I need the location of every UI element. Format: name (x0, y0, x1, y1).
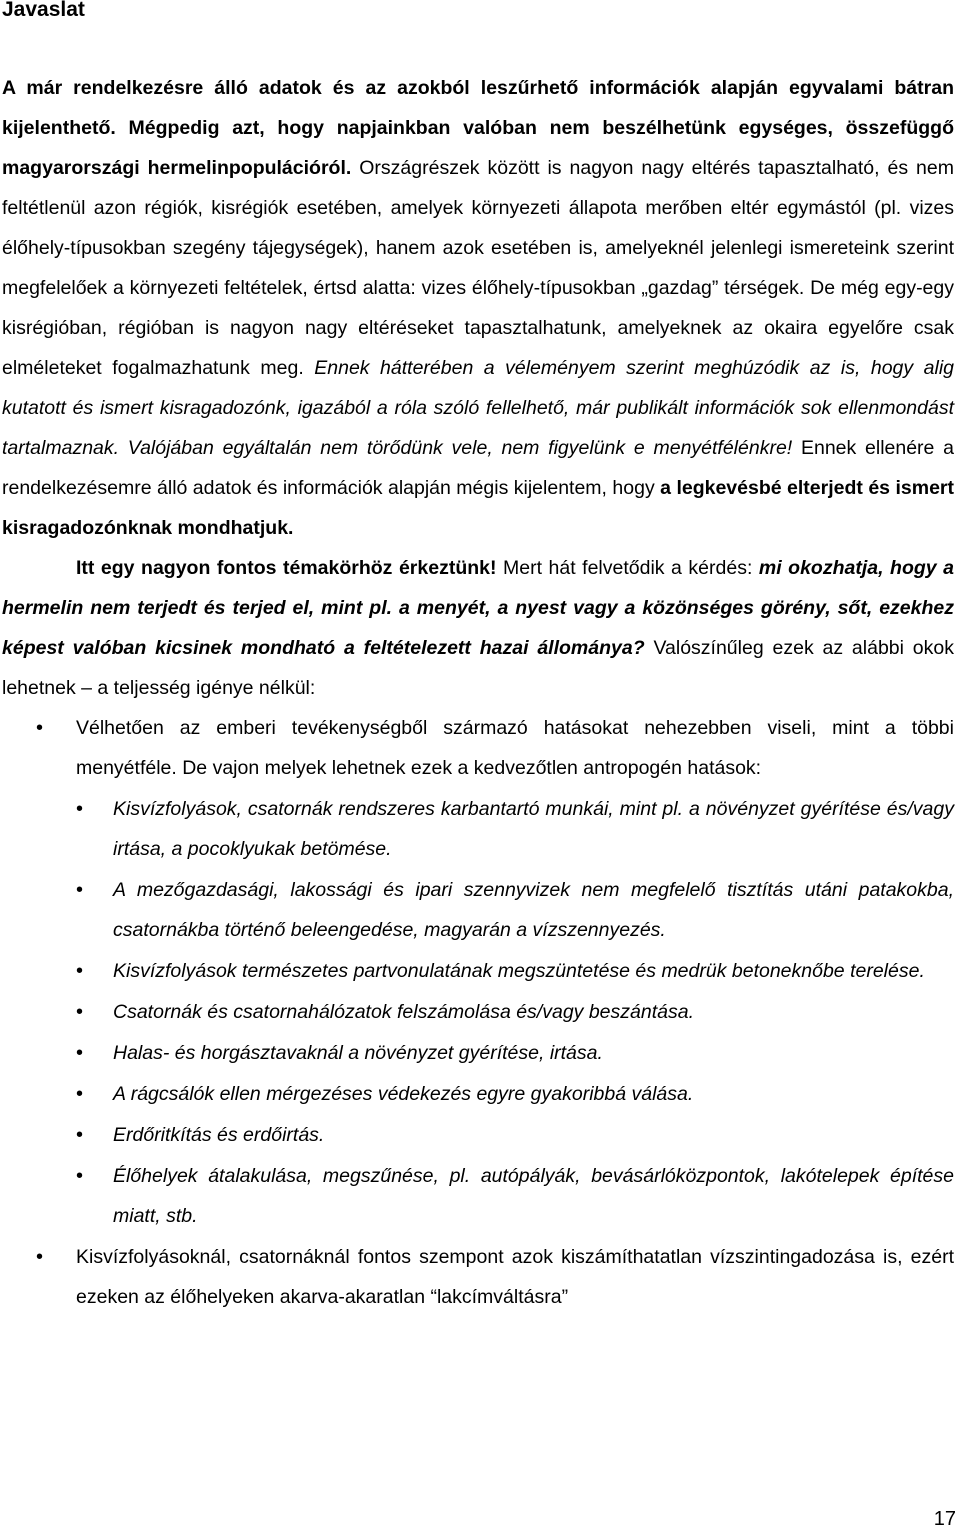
sub-list-item (2, 992, 954, 1032)
question-bold-text: Itt egy nagyon fontos témakörhöz érkeztünk! (76, 557, 497, 579)
intro-italic-text: Ennek hátterében a véleményem szerint meghúzódik az is, hogy alig kutatott és ismert kisragadozónk, igazából a róla szóló fellelhető, már publikált információk sok ellenmondást tartalmaznak. Valójában egyáltalán nem törődünk vele, nem figyelünk e menyétfélénkre! (2, 357, 954, 459)
list-item-text: Vélhetően az emberi tevékenységből származó hatásokat nehezebben viseli, mint a többi menyétféle. De vajon melyek lehetnek ezek a kedvezőtlen antropogén hatások: (76, 717, 954, 779)
sub-list-item (2, 1115, 954, 1155)
sub-item-text: Csatornák és csatornahálózatok felszámolása és/vagy beszántása. (113, 1001, 694, 1023)
intro-paragraph (2, 68, 954, 548)
sub-list-item (2, 1033, 954, 1073)
question-regular-text-2: Valószínűleg ezek az alábbi okok lehetnek – a teljesség igénye nélkül: (2, 637, 954, 699)
question-paragraph (2, 548, 954, 708)
sub-item-text: A rágcsálók ellen mérgezéses védekezés egyre gyakoribbá válása. (113, 1083, 694, 1105)
sub-item-text: Halas- és horgásztavaknál a növényzet gyérítése, irtása. (113, 1042, 603, 1064)
sub-item-text: Élőhelyek átalakulása, megszűnése, pl. autópályák, bevásárlóközpontok, lakótelepek építése miatt, stb. (113, 1165, 954, 1227)
intro-regular-text-2: Ennek ellenére a rendelkezésemre álló adatok és információk alapján mégis kijelentem, hogy (2, 437, 954, 499)
document-page (2, 0, 954, 1317)
causes-list (2, 708, 954, 1317)
section-heading: Javaslat (2, 0, 85, 21)
sub-list-item (2, 951, 954, 991)
list-item-text: Kisvízfolyásoknál, csatornáknál fontos szempont azok kiszámíthatatlan vízszintingadozása is, ezért ezeken az élőhelyeken akarva-akaratlan “lakcímváltásra” (76, 1246, 954, 1308)
sub-item-text: Erdőritkítás és erdőirtás. (113, 1124, 325, 1146)
sub-list-item (2, 789, 954, 869)
sub-list (76, 789, 954, 1236)
sub-item-text: A mezőgazdasági, lakossági és ipari szennyvizek nem megfelelő tisztítás utáni patakokba, csatornákba történő beleengedése, magyarán a vízszennyezés. (113, 879, 954, 941)
intro-bold-text-2: a legkevésbé elterjedt és ismert kisragadozónknak mondhatjuk. (2, 477, 954, 539)
intro-regular-text: Országrészek között is nagyon nagy eltérés tapasztalható, és nem feltétlenül azon régiók, kisrégiók esetében, amelyek környezeti állapota merőben eltér egymástól (pl. vizes élőhely-típusokban szegény tájegységek), hanem azok esetében is, amelyeknél jelenlegi ismereteink szerint megfelelőek a környezeti feltételek, értsd alatta: vizes élőhely-típusokban „gazdag” térségek. De még egy-egy kisrégióban, régióban is nagyon nagy eltéréseket tapasztalhatunk, amelyeknek az okaira egyelőre csak elméleteket fogalmazhatunk meg. (2, 157, 954, 379)
sub-list-item (2, 1156, 954, 1236)
sub-item-text: Kisvízfolyások, csatornák rendszeres karbantartó munkái, mint pl. a növényzet gyérítése és/vagy irtása, a pocoklyukak betömése. (113, 798, 954, 860)
sub-list-item (2, 870, 954, 950)
sub-list-item (2, 1074, 954, 1114)
sub-item-text: Kisvízfolyások természetes partvonulatának megszüntetése és medrük betoneknőbe terelése. (113, 960, 925, 982)
list-item (2, 1237, 954, 1317)
intro-bold-text: A már rendelkezésre álló adatok és az azokból leszűrhető információk alapján egyvalami bátran kijelenthető. Mégpedig azt, hogy napjainkban valóban nem beszélhetünk egységes, összefüggő magyarországi hermelinpopulációról. (2, 77, 954, 179)
question-bold-italic-text: mi okozhatja, hogy a hermelin nem terjedt és terjed el, mint pl. a menyét, a nyest vagy a közönséges görény, sőt, ezekhez képest valóban kicsinek mondható a feltételezett hazai állománya? (2, 557, 954, 659)
page-number: 17 (933, 1508, 956, 1530)
question-regular-text: Mert hát felvetődik a kérdés: (496, 557, 759, 579)
list-item (2, 708, 954, 1236)
